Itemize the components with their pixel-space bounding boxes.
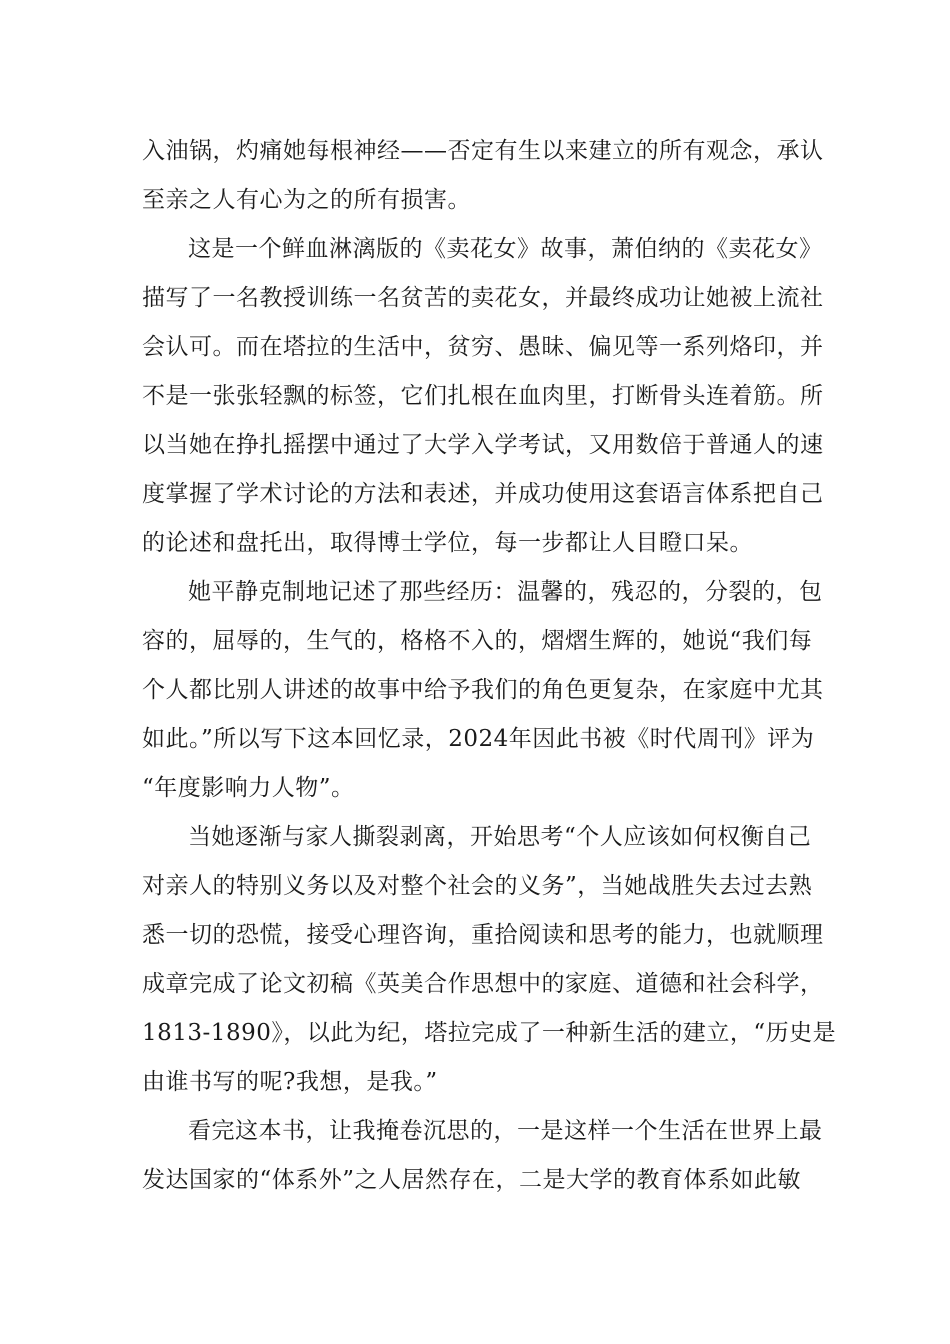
text-line: “年度影响力人物”。: [142, 775, 355, 801]
paragraph-2: [142, 225, 824, 568]
paragraph-5: [142, 1107, 823, 1205]
paragraph-4: [142, 813, 837, 1107]
text-line: 个人都比别人讲述的故事中给予我们的角色更复杂，在家庭中尤其: [142, 677, 824, 703]
text-line: 如此。”所以写下这本回忆录，2024年因此书被《时代周刊》评为: [142, 726, 815, 752]
text-line: 成章完成了论文初稿《英美合作思想中的家庭、道德和社会科学，: [142, 971, 824, 997]
text-line: 度掌握了学术讨论的方法和表述，并成功使用这套语言体系把自己: [142, 481, 824, 507]
text-line: 至亲之人有心为之的所有损害。: [142, 187, 471, 213]
paragraph-1: [142, 127, 824, 225]
text-line: 描写了一名教授训练一名贫苦的卖花女，并最终成功让她被上流社: [142, 285, 824, 311]
text-line: 会认可。而在塔拉的生活中，贫穷、愚昧、偏见等一系列烙印，并: [142, 334, 824, 360]
paragraph-3: [142, 568, 824, 813]
text-line: 对亲人的特别义务以及对整个社会的义务”，当她战胜失去过去熟: [142, 873, 813, 899]
text-line: 她平静克制地记述了那些经历：温馨的，残忍的，分裂的，包: [188, 579, 823, 605]
text-line: 容的，屈辱的，生气的，格格不入的，熠熠生辉的，她说“我们每: [142, 628, 813, 654]
text-line: 由谁书写的呢?我想，是我。”: [142, 1069, 438, 1095]
text-line: 的论述和盘托出，取得博士学位，每一步都让人目瞪口呆。: [142, 530, 753, 556]
body-text: [142, 127, 837, 1205]
text-line: 发达国家的“体系外”之人居然存在，二是大学的教育体系如此敏: [142, 1167, 802, 1193]
text-line: 不是一张张轻飘的标签，它们扎根在血肉里，打断骨头连着筋。所: [142, 383, 824, 409]
text-line: 入油锅，灼痛她每根神经——否定有生以来建立的所有观念，承认: [142, 138, 824, 164]
text-line: 1813-1890》，以此为纪，塔拉完成了一种新生活的建立，“历史是: [142, 1020, 837, 1046]
text-line: 悉一切的恐慌，接受心理咨询，重拾阅读和思考的能力，也就顺理: [142, 922, 824, 948]
text-line: 看完这本书，让我掩卷沉思的，一是这样一个生活在世界上最: [188, 1118, 823, 1144]
text-line: 当她逐渐与家人撕裂剥离，开始思考“个人应该如何权衡自己: [188, 824, 812, 850]
text-line: 这是一个鲜血淋漓版的《卖花女》故事，萧伯纳的《卖花女》: [188, 236, 823, 262]
text-line: 以当她在挣扎摇摆中通过了大学入学考试，又用数倍于普通人的速: [142, 432, 824, 458]
